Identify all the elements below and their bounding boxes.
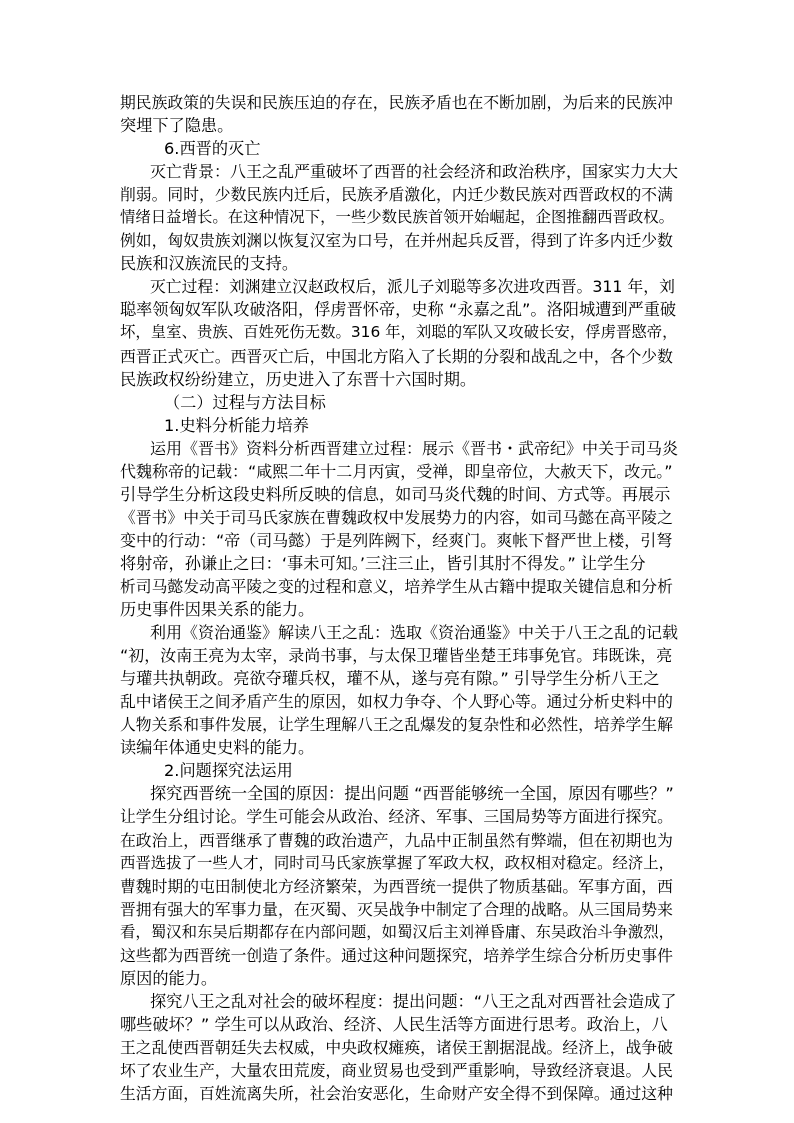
text-line: 探究西晋统一全国的原因：提出问题 “西晋能够统一全国，原因有哪些？” [150, 784, 674, 804]
text-line: 哪些破坏？” 学生可以从政治、经济、人民生活等方面进行思考。政治上，八 [120, 1014, 668, 1034]
text-line: 运用《晋书》资料分析西晋建立过程：展示《晋书・武帝纪》中关于司马炎 [150, 438, 679, 458]
text-line: 乱中诸侯王之间矛盾产生的原因，如权力争夺、个人野心等。通过分析史料中的 [120, 692, 673, 712]
text-line: 王之乱使西晋朝廷失去权威，中央政权瘫痪，诸侯王割据混战。经济上，战争破 [120, 1037, 673, 1057]
text-line: 析司马懿发动高平陵之变的过程和意义，培养学生从古籍中提取关键信息和分析 [120, 576, 673, 596]
text-line: 坏，皇室、贵族、百姓死伤无数。316 年，刘聪的军队又攻破长安，俘虏晋愍帝， [120, 323, 678, 342]
text-line: 让学生分组讨论。学生可能会从政治、经济、军事、三国局势等方面进行探究。 [120, 807, 673, 827]
text-line: 看，蜀汉和东吴后期都存在内部问题，如蜀汉后主刘禅昏庸、东吴政治斗争激烈， [120, 922, 675, 941]
text-line: 6.西晋的灭亡 [164, 139, 261, 159]
text-line: 与瓘共执朝政。亮欲夺瓘兵权，瓘不从，遂与亮有隙。” 引导学生分析八王之 [120, 669, 660, 689]
text-line: 引导学生分析这段史料所反映的信息，如司马炎代魏的时间、方式等。再展示 [120, 484, 671, 504]
text-line: （二）过程与方法目标 [164, 392, 326, 412]
text-line: 灭亡过程：刘渊建立汉赵政权后，派儿子刘聪等多次进攻西晋。311 年，刘 [150, 277, 675, 297]
text-line: 人物关系和事件发展，让学生理解八王之乱爆发的复杂性和必然性，培养学生解 [120, 715, 673, 735]
text-line: 突埋下了隐患。 [120, 116, 234, 136]
text-line: 代魏称帝的记载：“咸熙二年十二月丙寅，受禅，即皇帝位，大赦天下，改元。” [120, 461, 673, 481]
text-line: 民族和汉族流民的支持。 [120, 254, 299, 274]
text-line: 曹魏时期的屯田制使北方经济繁荣，为西晋统一提供了物质基础。军事方面，西 [120, 876, 673, 896]
text-line: 2.问题探究法运用 [164, 761, 293, 781]
text-line: 1.史料分析能力培养 [164, 415, 309, 435]
text-line: 历史事件因果关系的能力。 [120, 600, 315, 620]
text-line: 将射帝，孙谦止之曰：‘事未可知。’三注三止，皆引其肘不得发。” 让学生分 [120, 553, 646, 573]
text-line: 民族政权纷纷建立，历史进入了东晋十六国时期。 [120, 369, 477, 389]
text-line: 期民族政策的失误和民族压迫的存在，民族矛盾也在不断加剧，为后来的民族冲 [120, 93, 673, 112]
text-line: 西晋选拔了一些人才，同时司马氏家族掌握了军政大权，政权相对稳定。经济上， [120, 853, 675, 872]
text-line: 变中的行动：“帝（司马懿）于是列阵阙下，经爽门。爽帐下督严世上楼，引弩 [120, 530, 673, 550]
text-line: 这些都为西晋统一创造了条件。通过这种问题探究，培养学生综合分析历史事件 [120, 945, 673, 965]
text-line: 坏了农业生产，大量农田荒废，商业贸易也受到严重影响，导致经济衰退。人民 [120, 1060, 673, 1080]
text-line: 削弱。同时，少数民族内迁后，民族矛盾激化，内迁少数民族对西晋政权的不满 [120, 185, 673, 205]
text-line: 灭亡背景：八王之乱严重破坏了西晋的社会经济和政治秩序，国家实力大大 [150, 162, 679, 182]
text-line: 《晋书》中关于司马氏家族在曹魏政权中发展势力的内容，如司马懿在高平陵之 [120, 507, 673, 527]
text-line: 晋拥有强大的军事力量，在灭蜀、灭吴战争中制定了合理的战略。从三国局势来 [120, 899, 673, 919]
text-line: 读编年体通史史料的能力。 [120, 738, 315, 758]
text-line: 例如，匈奴贵族刘渊以恢复汉室为口号，在并州起兵反晋，得到了许多内迁少数 [120, 231, 673, 251]
text-line: 探究八王之乱对社会的破坏程度：提出问题：“八王之乱对西晋社会造成了 [150, 991, 677, 1011]
text-line: 情绪日益增长。在这种情况下，一些少数民族首领开始崛起，企图推翻西晋政权。 [120, 208, 675, 227]
text-line: 原因的能力。 [120, 968, 218, 988]
text-line: 在政治上，西晋继承了曹魏的政治遗产，九品中正制虽然有弊端，但在初期也为 [120, 830, 673, 850]
text-line: “初，汝南王亮为太宰，录尚书事，与太保卫瓘皆坐楚王玮事免官。玮既诛，亮 [120, 646, 673, 666]
text-line: 生活方面，百姓流离失所，社会治安恶化，生命财产安全得不到保障。通过这种 [120, 1084, 673, 1104]
document-body [120, 91, 678, 1105]
text-line: 利用《资治通鉴》解读八王之乱：选取《资治通鉴》中关于八王之乱的记载 [150, 623, 679, 643]
text-line: 聪率领匈奴军队攻破洛阳，俘虏晋怀帝，史称 “永嘉之乱”。洛阳城遭到严重破 [120, 300, 677, 320]
text-line: 西晋正式灭亡。西晋灭亡后，中国北方陷入了长期的分裂和战乱之中，各个少数 [120, 346, 673, 366]
